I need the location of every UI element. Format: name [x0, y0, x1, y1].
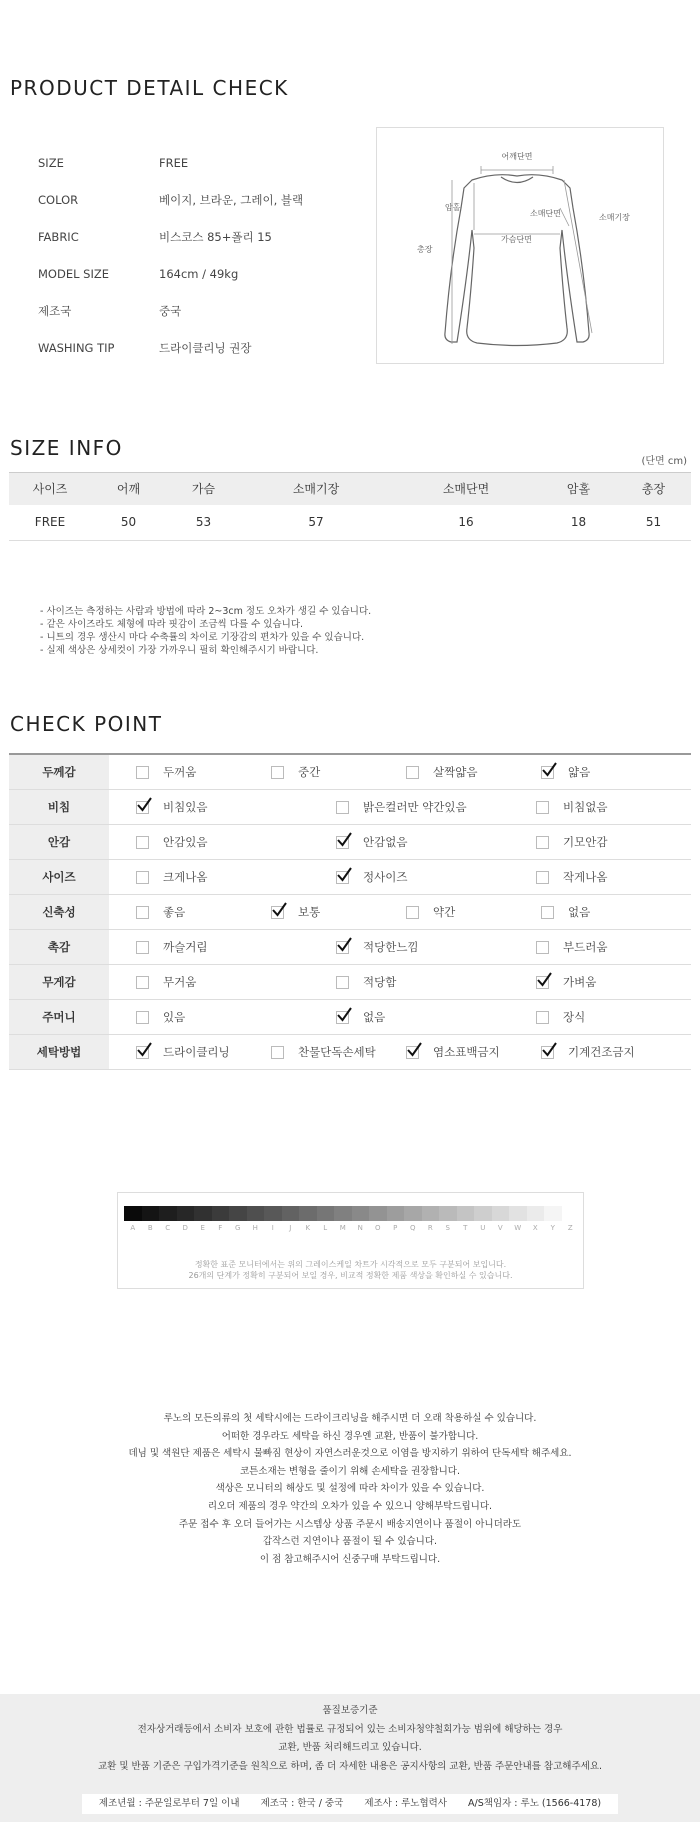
grayscale-swatch	[124, 1206, 142, 1221]
checkbox[interactable]	[271, 766, 284, 779]
size-note: - 같은 사이즈라도 체형에 따라 핏감이 조금씩 다를 수 있습니다.	[40, 619, 304, 630]
grayscale-swatch	[474, 1206, 492, 1221]
check-option[interactable]	[541, 904, 676, 920]
check-option[interactable]	[536, 974, 676, 990]
spec-row-size	[38, 144, 338, 181]
grayscale-text: 26개의 단계가 정확히 구분되어 보일 경우, 비교적 정확한 제품 색상을 확인하실 수 있습니다.	[188, 1271, 513, 1280]
options-group	[109, 790, 691, 824]
check-row-options	[109, 930, 691, 965]
check-option-label: 비침있음	[163, 800, 208, 814]
checkbox[interactable]	[536, 871, 549, 884]
check-option-label: 중간	[298, 765, 321, 779]
check-row-label: 주머니	[9, 1000, 109, 1035]
check-row	[9, 790, 691, 825]
check-option-label: 없음	[363, 1010, 386, 1024]
check-option[interactable]	[271, 764, 406, 780]
check-option[interactable]	[271, 1044, 406, 1060]
grayscale-letter: X	[532, 1224, 538, 1232]
grayscale-letter: D	[182, 1224, 188, 1232]
check-option[interactable]	[336, 1009, 536, 1025]
grayscale-swatch	[492, 1206, 510, 1221]
checkmark-icon	[136, 1041, 153, 1058]
footer-line: 교환 및 반품 기준은 구입가격기준을 원칙으로 하며, 좀 더 자세한 내용은 공지사항의 교환, 반품 주문안내를 참고해주세요.	[97, 1760, 603, 1772]
checkbox[interactable]	[136, 941, 149, 954]
checkbox[interactable]	[536, 836, 549, 849]
check-option-label: 작게나옴	[563, 870, 608, 884]
options-group	[109, 1000, 691, 1034]
grayscale-swatch	[194, 1206, 212, 1221]
grayscale-description	[118, 1259, 583, 1281]
check-row	[9, 930, 691, 965]
grayscale-swatch	[369, 1206, 387, 1221]
check-row-label: 비침	[9, 790, 109, 825]
footer-info: 제조국 : 한국 / 중국	[260, 1798, 344, 1809]
size-col-header: 사이즈	[9, 473, 91, 505]
check-row	[9, 1000, 691, 1035]
check-row-label: 무게감	[9, 965, 109, 1000]
check-option[interactable]	[136, 1009, 336, 1025]
check-option[interactable]	[271, 904, 406, 920]
check-row	[9, 965, 691, 1000]
check-option[interactable]	[136, 764, 271, 780]
grayscale-bar	[124, 1206, 579, 1221]
spec-row-origin	[38, 292, 338, 329]
grayscale-swatch	[334, 1206, 352, 1221]
spec-label: 제조국	[38, 303, 72, 318]
check-row-options	[109, 825, 691, 860]
check-option[interactable]	[136, 974, 336, 990]
spec-label: SIZE	[38, 155, 64, 170]
spec-value: 164cm / 49kg	[159, 266, 239, 281]
check-option[interactable]	[336, 834, 536, 850]
grayscale-letter: M	[339, 1224, 346, 1232]
check-option[interactable]	[336, 799, 536, 815]
check-row	[9, 754, 691, 790]
check-row-label: 안감	[9, 825, 109, 860]
check-row-options	[109, 790, 691, 825]
check-option-label: 무거움	[163, 975, 197, 989]
notice-line: 루노의 모든의류의 첫 세탁시에는 드라이크리닝을 해주시면 더 오래 착용하실 수 있습니다.	[163, 1413, 537, 1424]
grayscale-swatch	[299, 1206, 317, 1221]
size-cell: 57	[241, 505, 391, 541]
measurement-diagram	[376, 127, 664, 364]
check-option[interactable]	[536, 1009, 676, 1025]
size-cell: FREE	[9, 505, 91, 541]
grayscale-swatch	[509, 1206, 527, 1221]
checkbox[interactable]	[336, 1011, 349, 1024]
check-option[interactable]	[536, 834, 676, 850]
check-row-options	[109, 895, 691, 930]
grayscale-letter: O	[374, 1224, 381, 1232]
check-option[interactable]	[406, 764, 541, 780]
check-row-options	[109, 754, 691, 790]
checkbox[interactable]	[406, 766, 419, 779]
check-row-label: 신축성	[9, 895, 109, 930]
grayscale-letter: J	[289, 1224, 292, 1232]
footer-info: 제조년월 : 주문일로부터 7일 이내	[98, 1798, 240, 1809]
check-option-label: 없음	[568, 905, 591, 919]
size-note: - 실제 색상은 상세컷이 가장 가까우니 필히 확인해주시기 바랍니다.	[40, 645, 319, 656]
check-option[interactable]	[136, 869, 336, 885]
check-option-label: 장식	[563, 1010, 586, 1024]
check-row-label: 촉감	[9, 930, 109, 965]
size-note: - 니트의 경우 생산시 마다 수축률의 차이로 기장감의 편차가 있을 수 있습니다.	[40, 632, 365, 643]
check-option[interactable]	[536, 799, 676, 815]
grayscale-letter: A	[130, 1224, 136, 1232]
grayscale-swatch	[352, 1206, 370, 1221]
check-option-label: 있음	[163, 1010, 186, 1024]
grayscale-chart	[117, 1192, 584, 1289]
footer-lines	[0, 1702, 700, 1776]
grayscale-letter: R	[427, 1224, 433, 1232]
grayscale-swatch	[247, 1206, 265, 1221]
grayscale-letter: C	[165, 1224, 171, 1232]
check-option-label: 가벼움	[563, 975, 597, 989]
checkbox[interactable]	[136, 1046, 149, 1059]
size-col-header: 암홀	[541, 473, 616, 505]
checkbox[interactable]	[271, 1046, 284, 1059]
check-option-label: 밝은컬러만 약간있음	[363, 800, 467, 814]
check-row-options	[109, 860, 691, 895]
diagram-label-armhole: 암홀	[445, 203, 461, 212]
grayscale-letter: F	[218, 1224, 223, 1232]
spec-value: 드라이클리닝 권장	[159, 340, 252, 355]
size-note: - 사이즈는 측정하는 사람과 방법에 따라 2~3cm 정도 오차가 생길 수 있습니다.	[40, 606, 372, 617]
grayscale-swatch	[282, 1206, 300, 1221]
check-option-label: 까슬거림	[163, 940, 208, 954]
grayscale-swatch	[159, 1206, 177, 1221]
size-info-title: SIZE INFO	[10, 436, 123, 460]
grayscale-swatch	[387, 1206, 405, 1221]
spec-row-color	[38, 181, 338, 218]
spec-row-washing	[38, 329, 338, 366]
size-cell: 18	[541, 505, 616, 541]
checkbox[interactable]	[336, 871, 349, 884]
grayscale-swatch	[229, 1206, 247, 1221]
check-option-label: 보통	[298, 905, 321, 919]
grayscale-swatch	[422, 1206, 440, 1221]
grayscale-swatch	[562, 1206, 580, 1221]
check-option[interactable]	[136, 904, 271, 920]
diagram-label-sleeve-width: 소매단면	[530, 209, 561, 218]
notice-line: 리오더 제품의 경우 약간의 오차가 있을 수 있으니 양해부탁드립니다.	[207, 1500, 493, 1512]
notice-line: 색상은 모니터의 해상도 및 설정에 따라 차이가 있을 수 있습니다.	[215, 1483, 485, 1495]
checkbox[interactable]	[136, 801, 149, 814]
checkbox[interactable]	[136, 836, 149, 849]
check-option-label: 비침없음	[563, 800, 608, 814]
spec-value: 중국	[159, 303, 182, 318]
check-point-table	[9, 753, 691, 1070]
grayscale-letter: P	[393, 1224, 398, 1232]
check-option[interactable]	[136, 1044, 271, 1060]
options-group	[109, 755, 691, 789]
size-table-header	[9, 473, 691, 505]
options-group	[109, 895, 691, 929]
checkbox[interactable]	[406, 906, 419, 919]
notice-line: 주문 접수 후 오더 들어가는 시스템상 상품 주문시 배송지연이나 품절이 아니더라도	[178, 1518, 522, 1530]
check-option-label: 염소표백금지	[433, 1045, 500, 1059]
grayscale-letter: B	[147, 1224, 153, 1232]
checkbox[interactable]	[336, 941, 349, 954]
check-point-title: CHECK POINT	[10, 712, 163, 736]
checkbox[interactable]	[271, 906, 284, 919]
notice-line: 어떠한 경우라도 세탁을 하신 경우엔 교환, 반품이 불가합니다.	[221, 1430, 479, 1442]
checkbox[interactable]	[136, 766, 149, 779]
size-cell: 50	[91, 505, 166, 541]
checkbox[interactable]	[336, 801, 349, 814]
check-row-label: 사이즈	[9, 860, 109, 895]
table-row	[9, 505, 691, 541]
size-col-header: 소매기장	[241, 473, 391, 505]
check-option-label: 적당함	[363, 975, 397, 989]
size-cell: 51	[616, 505, 691, 541]
check-option[interactable]	[336, 974, 536, 990]
check-option[interactable]	[536, 939, 676, 955]
check-option[interactable]	[136, 834, 336, 850]
checkbox[interactable]	[136, 1011, 149, 1024]
check-option-label: 살짝얇음	[433, 765, 478, 779]
grayscale-swatch	[404, 1206, 422, 1221]
check-option-label: 부드러움	[563, 940, 608, 954]
grayscale-letter: W	[514, 1224, 522, 1232]
check-row	[9, 895, 691, 930]
options-group	[109, 860, 691, 894]
notice-line: 이 점 참고해주시어 신중구매 부탁드립니다.	[259, 1553, 441, 1565]
footer-title: 품질보증기준	[322, 1705, 378, 1716]
check-row-options	[109, 1035, 691, 1070]
footer-info: 제조사 : 루노협력사	[364, 1798, 447, 1809]
footer-info-bar	[82, 1794, 618, 1814]
size-col-header: 어깨	[91, 473, 166, 505]
checkmark-icon	[541, 761, 558, 778]
spec-label: FABRIC	[38, 229, 79, 244]
product-detail-title: PRODUCT DETAIL CHECK	[10, 76, 289, 100]
check-row-label: 두께감	[9, 754, 109, 790]
grayscale-letter: S	[445, 1224, 450, 1232]
grayscale-letter: I	[271, 1224, 274, 1232]
checkmark-icon	[406, 1041, 423, 1058]
grayscale-letter: E	[200, 1224, 205, 1232]
check-option-label: 기모안감	[563, 835, 608, 849]
diagram-label-shoulder: 어깨단면	[501, 152, 533, 161]
product-spec-list	[38, 144, 338, 366]
spec-row-fabric	[38, 218, 338, 255]
checkmark-icon	[536, 971, 553, 988]
grayscale-swatch	[142, 1206, 160, 1221]
size-cell: 53	[166, 505, 241, 541]
check-option-label: 크게나옴	[163, 870, 208, 884]
diagram-label-sleeve-length: 소매기장	[599, 213, 630, 222]
check-option-label: 기계건조금지	[568, 1045, 635, 1059]
size-notes	[40, 605, 371, 657]
grayscale-swatch	[544, 1206, 562, 1221]
options-group	[109, 965, 691, 999]
options-group	[109, 930, 691, 964]
grayscale-letters	[124, 1224, 579, 1232]
checkmark-icon	[336, 831, 353, 848]
size-cell: 16	[391, 505, 541, 541]
diagram-label-total-length: 총장	[417, 245, 433, 254]
grayscale-letter: V	[497, 1224, 503, 1232]
size-col-header: 총장	[616, 473, 691, 505]
check-option-label: 안감없음	[363, 835, 408, 849]
grayscale-swatch	[264, 1206, 282, 1221]
checkbox[interactable]	[541, 1046, 554, 1059]
size-table	[9, 472, 691, 541]
notice-line: 코튼소재는 변형을 줄이기 위해 손세탁을 권장합니다.	[239, 1465, 460, 1477]
check-row-label: 세탁방법	[9, 1035, 109, 1070]
sweater-diagram-icon	[377, 128, 665, 365]
grayscale-letter: Y	[550, 1224, 555, 1232]
check-row	[9, 825, 691, 860]
grayscale-swatch	[457, 1206, 475, 1221]
check-option-label: 약간	[433, 905, 456, 919]
grayscale-letter: L	[323, 1224, 328, 1232]
checkbox[interactable]	[536, 1011, 549, 1024]
spec-label: MODEL SIZE	[38, 266, 109, 281]
notice-line: 데님 및 색원단 제품은 세탁시 물빠짐 현상이 자연스러운것으로 이염을 방지하기 위하여 단독세탁 해주세요.	[128, 1448, 572, 1460]
checkbox[interactable]	[406, 1046, 419, 1059]
grayscale-letter: N	[357, 1224, 363, 1232]
checkbox[interactable]	[536, 976, 549, 989]
footer-line: 전자상거래등에서 소비자 보호에 관한 법률로 규정되어 있는 소비자청약철회가능 범위에 해당하는 경우	[137, 1723, 563, 1735]
check-option[interactable]	[336, 939, 536, 955]
diagram-label-chest: 가슴단면	[501, 235, 532, 244]
checkmark-icon	[136, 796, 153, 813]
check-option[interactable]	[406, 904, 541, 920]
notice-line: 갑작스런 지연이나 품절이 될 수 있습니다.	[262, 1536, 438, 1548]
spec-value: 베이지, 브라운, 그레이, 블랙	[159, 192, 304, 207]
grayscale-swatch	[317, 1206, 335, 1221]
checkmark-icon	[271, 901, 288, 918]
checkmark-icon	[336, 866, 353, 883]
check-option-label: 정사이즈	[363, 870, 408, 884]
size-col-header: 가슴	[166, 473, 241, 505]
check-option[interactable]	[406, 1044, 541, 1060]
grayscale-letter: K	[305, 1224, 311, 1232]
spec-value: FREE	[159, 155, 189, 170]
checkbox[interactable]	[136, 906, 149, 919]
checkmark-icon	[541, 1041, 558, 1058]
checkbox[interactable]	[136, 976, 149, 989]
grayscale-swatch	[177, 1206, 195, 1221]
check-option-label: 좋음	[163, 905, 186, 919]
grayscale-swatch	[439, 1206, 457, 1221]
check-option[interactable]	[541, 764, 676, 780]
check-row-options	[109, 965, 691, 1000]
check-option-label: 두꺼움	[163, 765, 197, 779]
grayscale-letter: T	[463, 1224, 468, 1232]
grayscale-swatch	[527, 1206, 545, 1221]
spec-label: COLOR	[38, 192, 79, 207]
checkbox[interactable]	[336, 836, 349, 849]
grayscale-text: 정확한 표준 모니터에서는 위의 그레이스케일 차트가 시각적으로 모두 구분되어 보입니다.	[194, 1260, 507, 1269]
checkmark-icon	[336, 936, 353, 953]
quality-footer	[0, 1694, 700, 1822]
check-option-label: 안감있음	[163, 835, 208, 849]
check-option[interactable]	[336, 869, 536, 885]
check-option[interactable]	[536, 869, 676, 885]
options-group	[109, 1035, 691, 1069]
check-option[interactable]	[136, 939, 336, 955]
check-option[interactable]	[541, 1044, 676, 1060]
checkbox[interactable]	[536, 941, 549, 954]
care-notice	[0, 1410, 700, 1568]
grayscale-swatch	[212, 1206, 230, 1221]
check-row-options	[109, 1000, 691, 1035]
check-option[interactable]	[136, 799, 336, 815]
check-option-label: 얇음	[568, 765, 591, 779]
checkmark-icon	[336, 1006, 353, 1023]
spec-label: WASHING TIP	[38, 340, 115, 355]
spec-value: 비스코스 85+폴리 15	[159, 229, 272, 244]
spec-row-model-size	[38, 255, 338, 292]
check-row	[9, 860, 691, 895]
grayscale-letter: Z	[567, 1224, 573, 1232]
check-row	[9, 1035, 691, 1070]
grayscale-letter: G	[235, 1224, 241, 1232]
checkbox[interactable]	[541, 906, 554, 919]
options-group	[109, 825, 691, 859]
check-option-label: 찬물단독손세탁	[298, 1045, 376, 1059]
footer-line: 교환, 반품 처리해드리고 있습니다.	[278, 1742, 422, 1753]
checkbox[interactable]	[541, 766, 554, 779]
grayscale-letter: Q	[409, 1224, 416, 1232]
check-option-label: 적당한느낌	[363, 940, 419, 954]
footer-info: A/S책임자 : 루노 (1566-4178)	[468, 1798, 602, 1809]
checkbox[interactable]	[136, 871, 149, 884]
size-col-header: 소매단면	[391, 473, 541, 505]
check-option-label: 드라이클리닝	[163, 1045, 230, 1059]
size-unit: (단면 cm)	[641, 456, 687, 467]
grayscale-letter: U	[480, 1224, 486, 1232]
checkbox[interactable]	[536, 801, 549, 814]
grayscale-letter: H	[252, 1224, 258, 1232]
checkbox[interactable]	[336, 976, 349, 989]
